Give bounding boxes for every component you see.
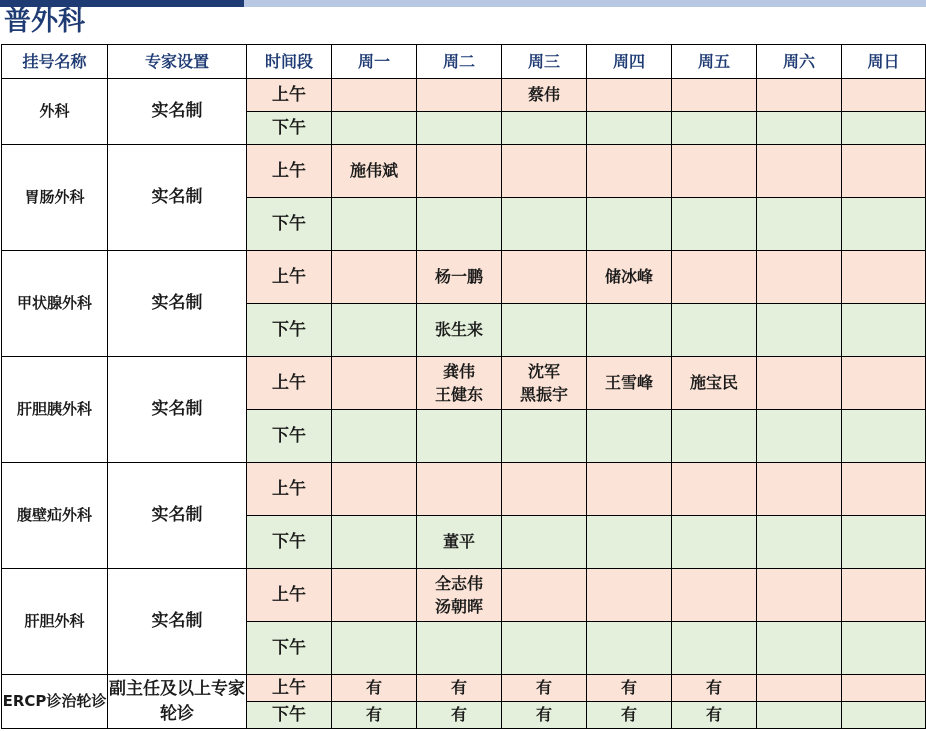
schedule-cell bbox=[417, 675, 502, 702]
time-period: 上午 bbox=[247, 463, 332, 516]
schedule-cell bbox=[417, 702, 502, 729]
cell-text-line: 实名制 bbox=[151, 399, 203, 420]
cell-text-line: 实名制 bbox=[151, 505, 203, 526]
department-name bbox=[2, 79, 108, 145]
table-header-row bbox=[2, 45, 926, 79]
schedule-cell bbox=[417, 198, 502, 251]
table-row bbox=[2, 79, 926, 112]
schedule-cell bbox=[842, 251, 926, 304]
schedule-cell bbox=[587, 112, 672, 145]
doctor-name: 有 bbox=[535, 678, 552, 698]
schedule-cell bbox=[502, 622, 587, 675]
department-name bbox=[2, 145, 108, 251]
schedule-cell bbox=[332, 145, 417, 198]
time-period: 下午 bbox=[247, 622, 332, 675]
table-row bbox=[2, 357, 926, 410]
expert-setting bbox=[108, 251, 247, 357]
schedule-cell bbox=[757, 357, 842, 410]
column-header: 时间段 bbox=[247, 45, 332, 79]
cell-text-line: 外科 bbox=[39, 101, 70, 120]
schedule-cell bbox=[757, 145, 842, 198]
schedule-cell bbox=[757, 516, 842, 569]
schedule-cell bbox=[757, 569, 842, 622]
schedule-cell bbox=[672, 516, 757, 569]
schedule-cell bbox=[332, 79, 417, 112]
schedule-cell bbox=[502, 410, 587, 463]
schedule-cell bbox=[842, 516, 926, 569]
table-row bbox=[2, 675, 926, 702]
schedule-cell bbox=[417, 79, 502, 112]
page-title: 普外科 bbox=[4, 6, 85, 37]
cell-text-line: 实名制 bbox=[151, 187, 203, 208]
cell-text-line: 肝胆外科 bbox=[24, 611, 85, 630]
time-period: 下午 bbox=[247, 112, 332, 145]
cell-text-line: 胃肠外科 bbox=[24, 187, 85, 206]
doctor-name: 黑振宇 bbox=[519, 385, 568, 404]
schedule-cell bbox=[587, 79, 672, 112]
cell-text-line: 副主任及以上 bbox=[109, 678, 211, 699]
cell-text-line: 实名制 bbox=[151, 101, 203, 122]
schedule-cell bbox=[502, 198, 587, 251]
doctor-name: 龚伟 bbox=[442, 361, 475, 381]
schedule-cell bbox=[757, 675, 842, 702]
column-header: 周四 bbox=[587, 45, 672, 79]
schedule-cell bbox=[587, 569, 672, 622]
schedule-cell bbox=[502, 251, 587, 304]
schedule-cell bbox=[417, 304, 502, 357]
schedule-cell bbox=[587, 463, 672, 516]
doctor-name: 王健东 bbox=[434, 385, 483, 404]
time-period: 上午 bbox=[247, 357, 332, 410]
department-name bbox=[2, 463, 108, 569]
schedule-cell bbox=[332, 410, 417, 463]
schedule-cell bbox=[672, 304, 757, 357]
schedule-cell bbox=[757, 198, 842, 251]
schedule-cell bbox=[842, 702, 926, 729]
schedule-cell bbox=[502, 79, 587, 112]
column-header: 周一 bbox=[332, 45, 417, 79]
schedule-cell bbox=[332, 357, 417, 410]
schedule-cell bbox=[417, 569, 502, 622]
schedule-cell bbox=[332, 569, 417, 622]
cell-text-line: 专家轮诊 bbox=[160, 678, 245, 724]
time-period: 上午 bbox=[247, 569, 332, 622]
doctor-name: 王雪峰 bbox=[604, 373, 653, 393]
schedule-cell bbox=[502, 516, 587, 569]
doctor-name: 有 bbox=[620, 705, 637, 725]
schedule-cell bbox=[672, 622, 757, 675]
schedule-cell bbox=[587, 145, 672, 198]
schedule-cell bbox=[672, 702, 757, 729]
time-period: 上午 bbox=[247, 675, 332, 702]
schedule-cell bbox=[502, 145, 587, 198]
schedule-cell bbox=[417, 622, 502, 675]
column-header: 周日 bbox=[842, 45, 926, 79]
schedule-cell bbox=[332, 702, 417, 729]
schedule-cell bbox=[417, 463, 502, 516]
doctor-name: 储冰峰 bbox=[604, 267, 653, 287]
schedule-cell bbox=[417, 145, 502, 198]
doctor-name: 汤朝晖 bbox=[434, 597, 483, 616]
schedule-cell bbox=[757, 304, 842, 357]
schedule-cell bbox=[332, 516, 417, 569]
schedule-cell bbox=[842, 569, 926, 622]
expert-setting bbox=[108, 569, 247, 675]
schedule-cell bbox=[672, 251, 757, 304]
time-period: 下午 bbox=[247, 304, 332, 357]
doctor-name: 有 bbox=[705, 678, 722, 698]
schedule-cell bbox=[757, 622, 842, 675]
time-period: 上午 bbox=[247, 251, 332, 304]
column-header: 周三 bbox=[502, 45, 587, 79]
expert-setting bbox=[108, 357, 247, 463]
schedule-cell bbox=[842, 357, 926, 410]
schedule-cell bbox=[842, 112, 926, 145]
schedule-cell bbox=[332, 622, 417, 675]
doctor-name: 有 bbox=[365, 678, 382, 698]
department-name bbox=[2, 357, 108, 463]
doctor-name: 杨一鹏 bbox=[434, 267, 483, 287]
expert-setting bbox=[108, 79, 247, 145]
time-period: 上午 bbox=[247, 145, 332, 198]
schedule-cell bbox=[417, 516, 502, 569]
table-row bbox=[2, 569, 926, 622]
schedule-cell bbox=[502, 675, 587, 702]
cell-text-line: ERCP bbox=[2, 691, 47, 710]
schedule-cell bbox=[502, 304, 587, 357]
time-period: 下午 bbox=[247, 516, 332, 569]
schedule-cell bbox=[332, 112, 417, 145]
schedule-cell bbox=[587, 357, 672, 410]
schedule-cell bbox=[757, 112, 842, 145]
schedule-cell bbox=[757, 463, 842, 516]
doctor-name: 有 bbox=[365, 705, 382, 725]
doctor-name: 有 bbox=[705, 705, 722, 725]
schedule-cell bbox=[502, 569, 587, 622]
time-period: 下午 bbox=[247, 198, 332, 251]
cell-text-line: 诊治轮诊 bbox=[46, 691, 107, 710]
schedule-cell bbox=[842, 198, 926, 251]
cell-text-line: 肝胆胰外科 bbox=[16, 399, 92, 418]
schedule-cell bbox=[672, 463, 757, 516]
schedule-cell bbox=[587, 251, 672, 304]
schedule-cell bbox=[417, 357, 502, 410]
schedule-cell bbox=[502, 463, 587, 516]
schedule-cell bbox=[332, 251, 417, 304]
doctor-name: 有 bbox=[535, 705, 552, 725]
schedule-cell bbox=[332, 304, 417, 357]
table-row bbox=[2, 251, 926, 304]
schedule-cell bbox=[332, 675, 417, 702]
schedule-cell bbox=[587, 516, 672, 569]
schedule-cell bbox=[502, 112, 587, 145]
schedule-cell bbox=[757, 79, 842, 112]
schedule-cell bbox=[672, 79, 757, 112]
department-name bbox=[2, 569, 108, 675]
schedule-cell bbox=[417, 112, 502, 145]
schedule-cell bbox=[842, 463, 926, 516]
title-bar-light bbox=[244, 0, 926, 7]
table-row bbox=[2, 145, 926, 198]
schedule-cell bbox=[587, 702, 672, 729]
column-header: 挂号名称 bbox=[2, 45, 108, 79]
cell-text-line: 甲状腺外科 bbox=[16, 293, 92, 312]
schedule-cell bbox=[332, 463, 417, 516]
column-header: 周五 bbox=[672, 45, 757, 79]
column-header: 专家设置 bbox=[108, 45, 247, 79]
schedule-cell bbox=[672, 357, 757, 410]
schedule-cell bbox=[842, 79, 926, 112]
schedule-cell bbox=[672, 112, 757, 145]
schedule-cell bbox=[757, 410, 842, 463]
schedule-cell bbox=[672, 145, 757, 198]
doctor-name: 董平 bbox=[442, 532, 475, 552]
time-period: 下午 bbox=[247, 702, 332, 729]
cell-text-line: 实名制 bbox=[151, 293, 203, 314]
schedule-table bbox=[1, 44, 926, 729]
schedule-cell bbox=[757, 702, 842, 729]
doctor-name: 蔡伟 bbox=[527, 85, 560, 105]
schedule-cell bbox=[502, 702, 587, 729]
expert-setting bbox=[108, 675, 247, 729]
time-period: 上午 bbox=[247, 79, 332, 112]
schedule-cell bbox=[502, 357, 587, 410]
doctor-name: 沈军 bbox=[527, 361, 560, 381]
doctor-name: 全志伟 bbox=[434, 573, 483, 593]
time-period: 下午 bbox=[247, 410, 332, 463]
schedule-cell bbox=[587, 198, 672, 251]
department-name bbox=[2, 251, 108, 357]
schedule-cell bbox=[587, 675, 672, 702]
schedule-cell bbox=[672, 675, 757, 702]
schedule-cell bbox=[587, 622, 672, 675]
schedule-cell bbox=[672, 198, 757, 251]
schedule-cell bbox=[842, 410, 926, 463]
doctor-name: 有 bbox=[620, 678, 637, 698]
schedule-cell bbox=[842, 675, 926, 702]
schedule-cell bbox=[587, 410, 672, 463]
schedule-cell bbox=[842, 145, 926, 198]
table-body bbox=[2, 79, 926, 729]
schedule-cell bbox=[842, 622, 926, 675]
schedule-cell bbox=[332, 198, 417, 251]
column-header: 周二 bbox=[417, 45, 502, 79]
schedule-cell bbox=[672, 569, 757, 622]
column-header: 周六 bbox=[757, 45, 842, 79]
cell-text-line: 实名制 bbox=[151, 611, 203, 632]
expert-setting bbox=[108, 145, 247, 251]
schedule-cell bbox=[417, 251, 502, 304]
schedule-cell bbox=[842, 304, 926, 357]
department-name bbox=[2, 675, 108, 729]
schedule-cell bbox=[757, 251, 842, 304]
expert-setting bbox=[108, 463, 247, 569]
doctor-name: 施伟斌 bbox=[349, 161, 398, 181]
cell-text-line: 腹壁疝外科 bbox=[16, 505, 92, 524]
schedule-cell bbox=[417, 410, 502, 463]
doctor-name: 有 bbox=[450, 705, 467, 725]
doctor-name: 施宝民 bbox=[689, 373, 738, 393]
schedule-cell bbox=[587, 304, 672, 357]
schedule-cell bbox=[672, 410, 757, 463]
table-row bbox=[2, 463, 926, 516]
doctor-name: 张生来 bbox=[434, 320, 483, 340]
doctor-name: 有 bbox=[450, 678, 467, 698]
